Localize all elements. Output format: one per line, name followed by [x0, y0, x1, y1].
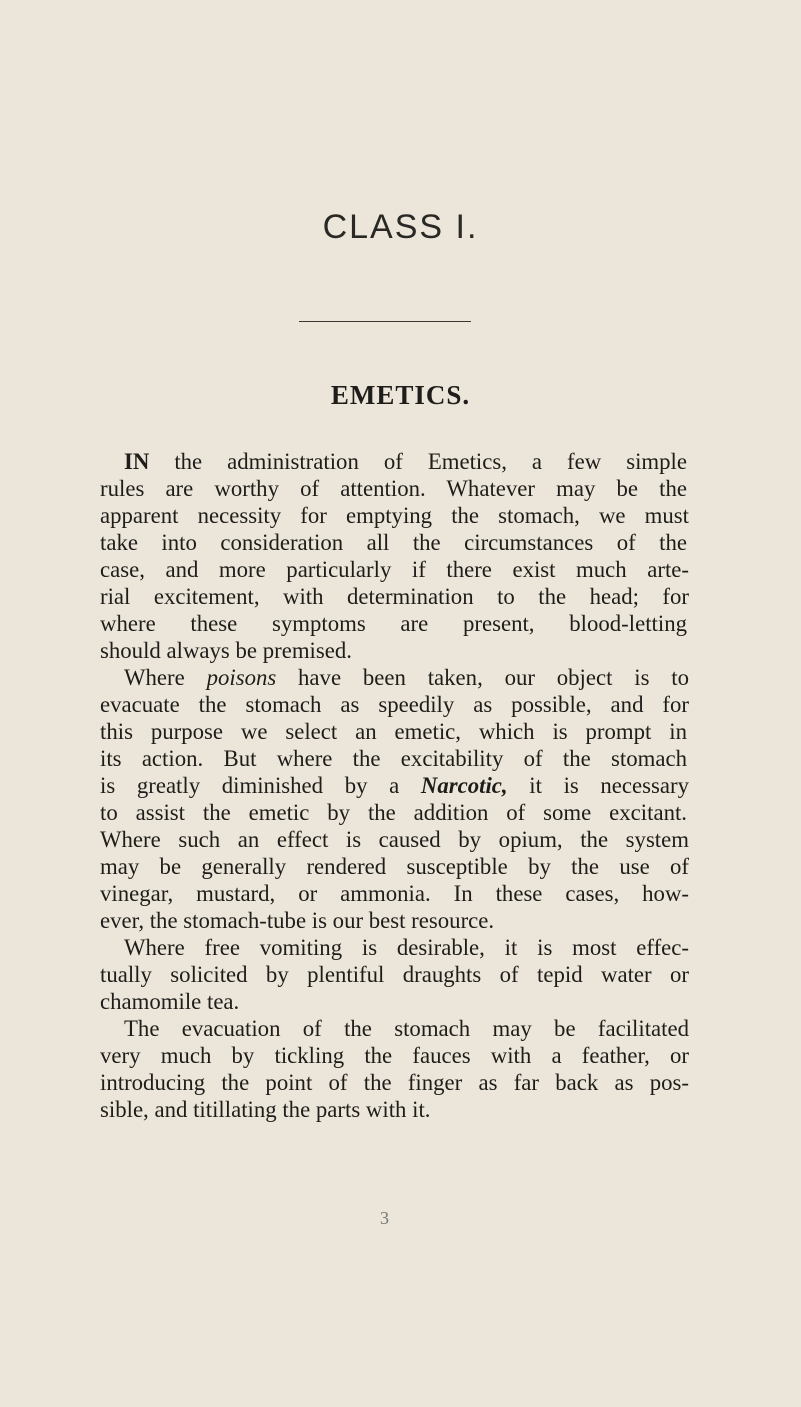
section-title: EMETICS.	[330, 380, 471, 410]
text-line: case, and more particularly if there exist much arte-	[100, 557, 689, 582]
class-title: CLASS I.	[322, 208, 479, 246]
text-line: introducing the point of the finger as far back as pos-	[100, 1070, 689, 1095]
text-line: rial excitement, with determination to the head; for	[100, 584, 689, 609]
text-line: its action. But where the excitability of the stomach	[100, 746, 687, 771]
text-line: Where such an effect is caused by opium, the system	[100, 827, 689, 852]
text-line: very much by tickling the fauces with a feather, or	[100, 1043, 689, 1068]
text-line: may be generally rendered susceptible by the use of	[100, 854, 689, 879]
text-line: this purpose we select an emetic, which is prompt in	[100, 719, 687, 744]
text-line: should always be premised.	[100, 638, 352, 663]
text-line: tually solicited by plentiful draughts of tepid water or	[100, 962, 689, 987]
text-line: Where free vomiting is desirable, it is most effec-	[124, 935, 689, 960]
text-line: vinegar, mustard, or ammonia. In these cases, how-	[100, 881, 689, 906]
text-line: chamomile tea.	[100, 989, 240, 1014]
text-line: take into consideration all the circumstances of the	[100, 530, 687, 555]
signature-mark: 3	[380, 1208, 389, 1228]
emphasis: Narcotic,	[420, 773, 508, 798]
text-line: is greatly diminished by a Narcotic, it is necessary	[100, 773, 689, 798]
text-line: evacuate the stomach as speedily as possible, and for	[100, 692, 689, 717]
text-line: rules are worthy of attention. Whatever may be the	[100, 476, 687, 501]
text-line: The evacuation of the stomach may be facilitated	[124, 1016, 689, 1041]
text-line: IN the administration of Emetics, a few simple	[124, 449, 687, 474]
text-line: ever, the stomach-tube is our best resource.	[100, 908, 495, 933]
text-line: sible, and titillating the parts with it.	[100, 1097, 431, 1122]
drop-word: IN	[124, 449, 150, 474]
text-line: where these symptoms are present, blood-letting	[100, 611, 687, 636]
text-line: Where poisons have been taken, our object is to	[124, 665, 689, 690]
text-line: apparent necessity for emptying the stomach, we must	[100, 503, 689, 528]
text-line: to assist the emetic by the addition of some excitant.	[100, 800, 687, 825]
title-divider	[299, 321, 471, 322]
emphasis: poisons	[206, 665, 277, 690]
